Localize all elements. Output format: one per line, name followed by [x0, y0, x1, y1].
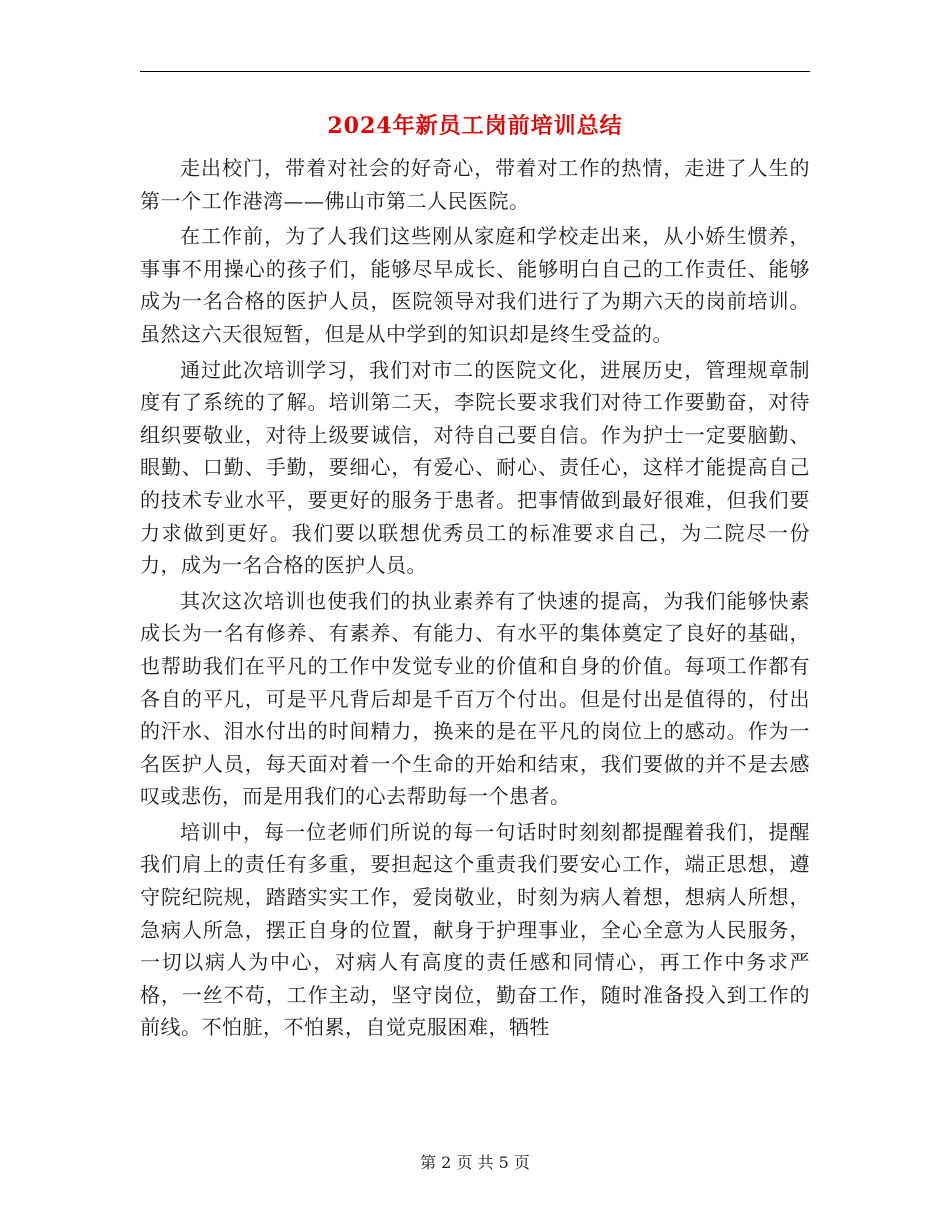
document-body [140, 152, 810, 1047]
header-rule [140, 71, 810, 72]
page-number: 第 2 页 共 5 页 [420, 1153, 530, 1172]
paragraph-3: 通过此次培训学习，我们对市二的医院文化，进展历史，管理规章制度有了系统的了解。培训第二天，李院长要求我们对待工作要勤奋，对待组织要敬业，对待上级要诚信，对待自己要自信。作为护士一定要脑勤、眼勤、口勤、手勤，要细心，有爱心、耐心、责任心，这样才能提高自己的技术专业水平，要更好的服务于患者。把事情做到最好很难，但我们要力求做到更好。我们要以联想优秀员工的标准要求自己，为二院尽一份力，成为一名合格的医护人员。 [140, 357, 810, 578]
document-title: 2024年新员工岗前培训总结 [327, 113, 623, 139]
paragraph-5: 培训中，每一位老师们所说的每一句话时时刻刻都提醒着我们，提醒我们肩上的责任有多重，要担起这个重责我们要安心工作，端正思想，遵守院纪院规，踏踏实实工作，爱岗敬业，时刻为病人着想，想病人所想，急病人所急，摆正自身的位置，献身于护理事业，全心全意为人民服务，一切以病人为中心，对病人有高度的责任感和同情心，再工作中务求严格，一丝不苟，工作主动，坚守岗位，勤奋工作，随时准备投入到工作的前线。不怕脏，不怕累，自觉克服困难，牺牲 [140, 819, 810, 1040]
paragraph-1: 走出校门，带着对社会的好奇心，带着对工作的热情，走进了人生的第一个工作港湾——佛山市第二人民医院。 [140, 156, 810, 213]
paragraph-2: 在工作前，为了人我们这些刚从家庭和学校走出来，从小娇生惯养，事事不用操心的孩子们，能够尽早成长、能够明白自己的工作责任、能够成为一名合格的医护人员，医院领导对我们进行了为期六天的岗前培训。虽然这六天很短暂，但是从中学到的知识却是终生受益的。 [140, 224, 810, 346]
paragraph-4: 其次这次培训也使我们的执业素养有了快速的提高，为我们能够快素成长为一名有修养、有素养、有能力、有水平的集体奠定了良好的基础，也帮助我们在平凡的工作中发觉专业的价值和自身的价值。每项工作都有各自的平凡，可是平凡背后却是千百万个付出。但是付出是值得的，付出的汗水、泪水付出的时间精力，换来的是在平凡的岗位上的感动。作为一名医护人员，每天面对着一个生命的开始和结束，我们要做的并不是去感叹或悲伤，而是用我们的心去帮助每一个患者。 [140, 588, 810, 809]
